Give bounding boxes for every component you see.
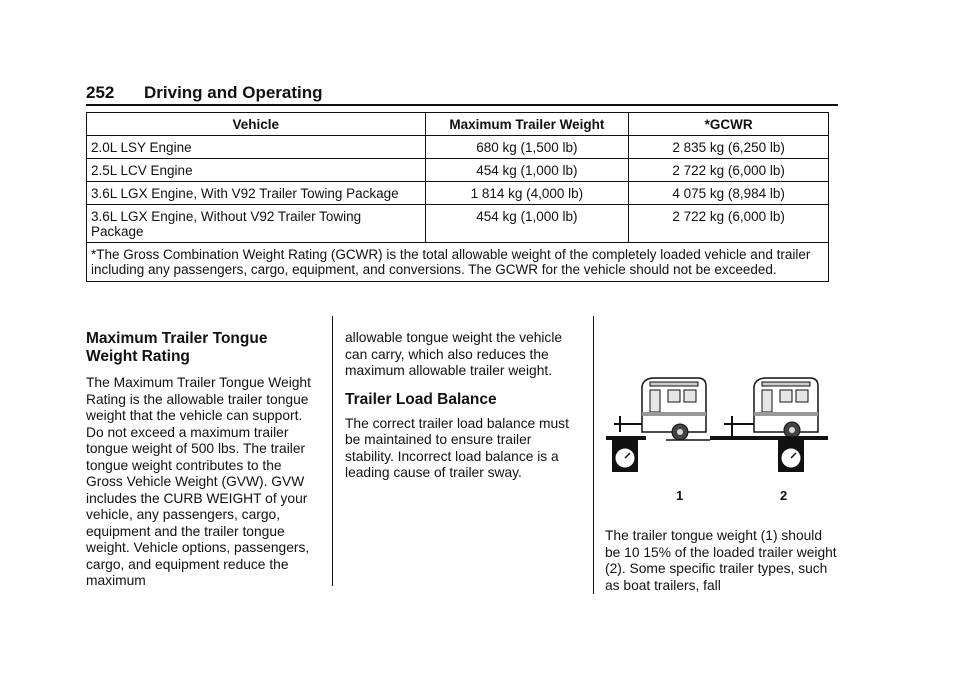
trailer-weight-illustration (606, 376, 832, 506)
table-row (87, 182, 829, 205)
cell-vehicle: 3.6L LGX Engine, Without V92 Trailer Towing Package (87, 205, 426, 243)
trailer-1-drawing (614, 378, 710, 440)
column-header-max-trailer-weight: Maximum Trailer Weight (425, 113, 629, 136)
table-header-row (87, 113, 829, 136)
figure-label-1: 1 (676, 488, 684, 503)
table-row (87, 159, 829, 182)
gcwr-footnote: *The Gross Combination Weight Rating (GCWR) is the total allowable weight of the completely loaded vehicle and trailer including any passengers, cargo, equipment, and conversions. The GCWR for the vehicle should not be exceeded. (87, 243, 829, 282)
header-rule (86, 104, 838, 106)
trailer-weight-table (86, 112, 829, 282)
cell-vehicle: 3.6L LGX Engine, With V92 Trailer Towing Package (87, 182, 426, 205)
column-divider (332, 316, 333, 586)
cell-max-trailer-weight: 454 kg (1,000 lb) (425, 205, 629, 243)
table-row (87, 136, 829, 159)
cell-gcwr: 2 722 kg (6,000 lb) (629, 205, 829, 243)
figure-label-2: 2 (780, 488, 788, 503)
cell-gcwr: 2 835 kg (6,250 lb) (629, 136, 829, 159)
cell-gcwr: 2 722 kg (6,000 lb) (629, 159, 829, 182)
page-header (86, 83, 838, 103)
heading-trailer-load-balance: Trailer Load Balance (345, 390, 497, 408)
column-header-vehicle: Vehicle (87, 113, 426, 136)
trailer-2-drawing (724, 378, 818, 438)
cell-vehicle: 2.0L LSY Engine (87, 136, 426, 159)
cell-max-trailer-weight: 680 kg (1,500 lb) (425, 136, 629, 159)
paragraph-continued: allowable tongue weight the vehicle can carry, which also reduces the maximum allowable trailer weight. (345, 330, 563, 378)
table-row (87, 205, 829, 243)
column-left (86, 330, 322, 590)
column-middle (345, 330, 581, 482)
column-header-gcwr: *GCWR (629, 113, 829, 136)
paragraph-tongue-weight-ratio: The trailer tongue weight (1) should be 10 15% of the loaded trailer weight (2). Some specific trailer types, such as boat trailers, fall (605, 528, 837, 593)
section-title: Driving and Operating (144, 83, 323, 102)
paragraph-load-balance: The correct trailer load balance must be maintained to ensure trailer stability. Incorrect load balance is a leading cause of trailer sway. (345, 415, 569, 480)
paragraph-tongue-weight: The Maximum Trailer Tongue Weight Rating is the allowable trailer tongue weight that the vehicle can support. Do not exceed a maximum trailer tongue weight of 500 lbs. The trailer tongue weight contributes to the Gross Vehicle Weight (GVW). GVW includes the CURB WEIGHT of your vehicle, any passengers, cargo, equipment and the trailer tongue weight. Vehicle options, passengers, cargo, and equipment reduce the maximum (86, 375, 311, 588)
column-right (605, 528, 841, 594)
page-number: 252 (86, 83, 115, 102)
heading-max-tongue-weight: Maximum Trailer Tongue Weight Rating (86, 330, 268, 365)
cell-gcwr: 4 075 kg (8,984 lb) (629, 182, 829, 205)
cell-max-trailer-weight: 1 814 kg (4,000 lb) (425, 182, 629, 205)
trailer-scale-drawing (606, 376, 832, 481)
cell-max-trailer-weight: 454 kg (1,000 lb) (425, 159, 629, 182)
table-footnote-row (87, 243, 829, 282)
column-divider (593, 316, 594, 594)
cell-vehicle: 2.5L LCV Engine (87, 159, 426, 182)
